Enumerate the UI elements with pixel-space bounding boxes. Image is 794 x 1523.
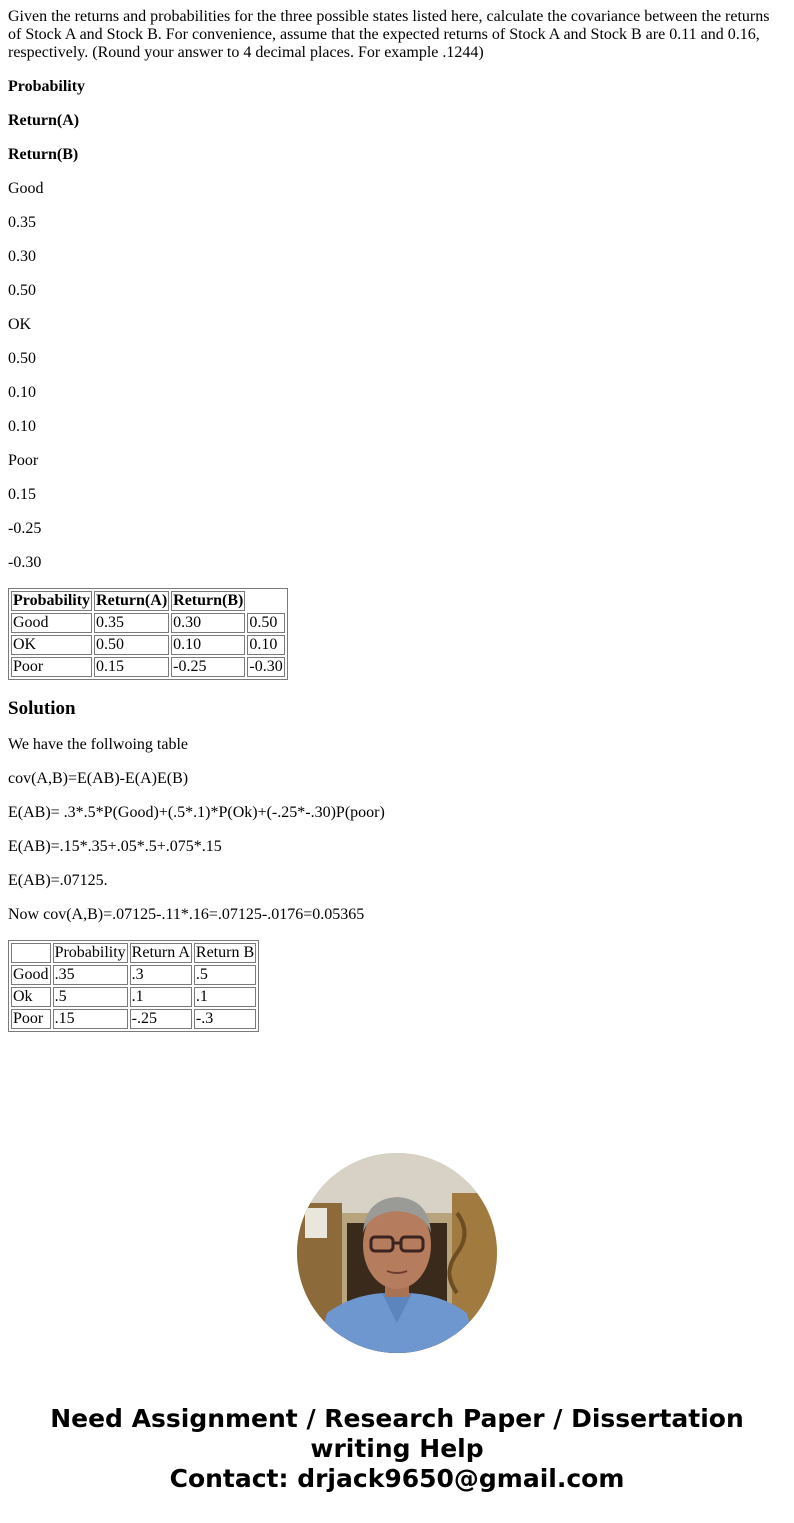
footer-line: writing Help — [310, 1434, 484, 1463]
flat-header: Return(A) — [8, 112, 80, 129]
table-cell: OK — [11, 635, 92, 655]
table-row — [11, 1009, 256, 1029]
table-row — [11, 635, 285, 655]
avatar-portrait-image — [297, 1153, 497, 1353]
table-cell: -0.30 — [249, 658, 283, 675]
footer-line: Need Assignment / Research Paper / Dissertation — [50, 1404, 744, 1433]
flat-item: 0.35 — [8, 214, 36, 231]
table-cell: 0.15 — [94, 657, 169, 677]
table-row — [11, 613, 285, 633]
author-avatar — [297, 1153, 497, 1353]
table-row — [11, 987, 256, 1007]
solution-line: Now cov(A,B)=.07125-.11*.16=.07125-.0176=0.05365 — [8, 906, 365, 923]
solution-line: cov(A,B)=E(AB)-E(A)E(B) — [8, 770, 189, 787]
table-cell: 0.50 — [247, 613, 284, 633]
flat-header: Probability — [8, 78, 86, 95]
table-cell: .35 — [53, 965, 128, 985]
table-cell: .1 — [130, 987, 192, 1007]
table-cell: Good — [11, 613, 92, 633]
table-cell: 0.10 — [171, 635, 245, 655]
flat-item: 0.30 — [8, 248, 36, 265]
table-cell: Ok — [11, 987, 51, 1007]
table-cell: -.3 — [194, 1009, 256, 1029]
flat-item: OK — [8, 316, 32, 333]
flat-item: -0.30 — [8, 554, 42, 571]
solution-line: We have the follwoing table — [8, 736, 188, 753]
table-header-row — [11, 591, 285, 611]
solution-line: E(AB)=.07125. — [8, 872, 108, 889]
table-row — [11, 965, 256, 985]
table-row — [11, 657, 285, 677]
table-cell: -.25 — [130, 1009, 192, 1029]
table-header-cell: Probability — [54, 944, 126, 961]
flat-header: Return(B) — [8, 146, 79, 163]
table-cell: 0.50 — [94, 635, 169, 655]
flat-item: 0.50 — [8, 350, 36, 367]
table-cell: Good — [13, 966, 49, 983]
table-header-cell: Return B — [195, 944, 255, 961]
table-cell: 0.10 — [247, 635, 284, 655]
flat-item: 0.50 — [8, 282, 36, 299]
returns-table — [8, 588, 288, 680]
table-cell: Poor — [11, 657, 92, 677]
flat-item: -0.25 — [8, 520, 42, 537]
solution-line: E(AB)= .3*.5*P(Good)+(.5*.1)*P(Ok)+(-.25*-.30)P(poor) — [8, 804, 385, 821]
table-cell: .1 — [194, 987, 256, 1007]
solution-table — [8, 940, 259, 1032]
flat-item: Good — [8, 180, 44, 197]
footer-contact-email: Contact: drjack9650@gmail.com — [169, 1464, 625, 1493]
table-header-row — [11, 943, 256, 963]
table-cell: .15 — [53, 1009, 128, 1029]
flat-item: 0.15 — [8, 486, 36, 503]
question-text: Given the returns and probabilities for the three possible states listed here, calculate the covariance between the returns of Stock A and Stock B. For convenience, assume that the expected returns of Stock A and Stock B are 0.11 and 0.16, respectively. (Round your answer to 4 decimal places. For example .1244) — [8, 8, 770, 61]
table-cell: 0.30 — [171, 613, 245, 633]
solution-heading: Solution — [8, 698, 76, 719]
footer-advertisement — [0, 1404, 794, 1494]
flat-item: 0.10 — [8, 384, 36, 401]
flat-list — [8, 78, 786, 572]
table-cell: .3 — [130, 965, 192, 985]
flat-item: 0.10 — [8, 418, 36, 435]
table-header-cell: Return(B) — [173, 592, 244, 609]
table-cell: 0.35 — [94, 613, 169, 633]
table-header-cell: Return A — [131, 944, 190, 961]
flat-item: Poor — [8, 452, 39, 469]
solution-line: E(AB)=.15*.35+.05*.5+.075*.15 — [8, 838, 222, 855]
table-header-cell: Probability — [13, 592, 91, 609]
table-cell: .5 — [53, 987, 128, 1007]
table-header-cell — [11, 943, 51, 963]
table-cell: Poor — [11, 1009, 51, 1029]
table-header-cell: Return(A) — [96, 592, 168, 609]
table-cell: -0.25 — [171, 657, 245, 677]
table-cell: .5 — [194, 965, 256, 985]
